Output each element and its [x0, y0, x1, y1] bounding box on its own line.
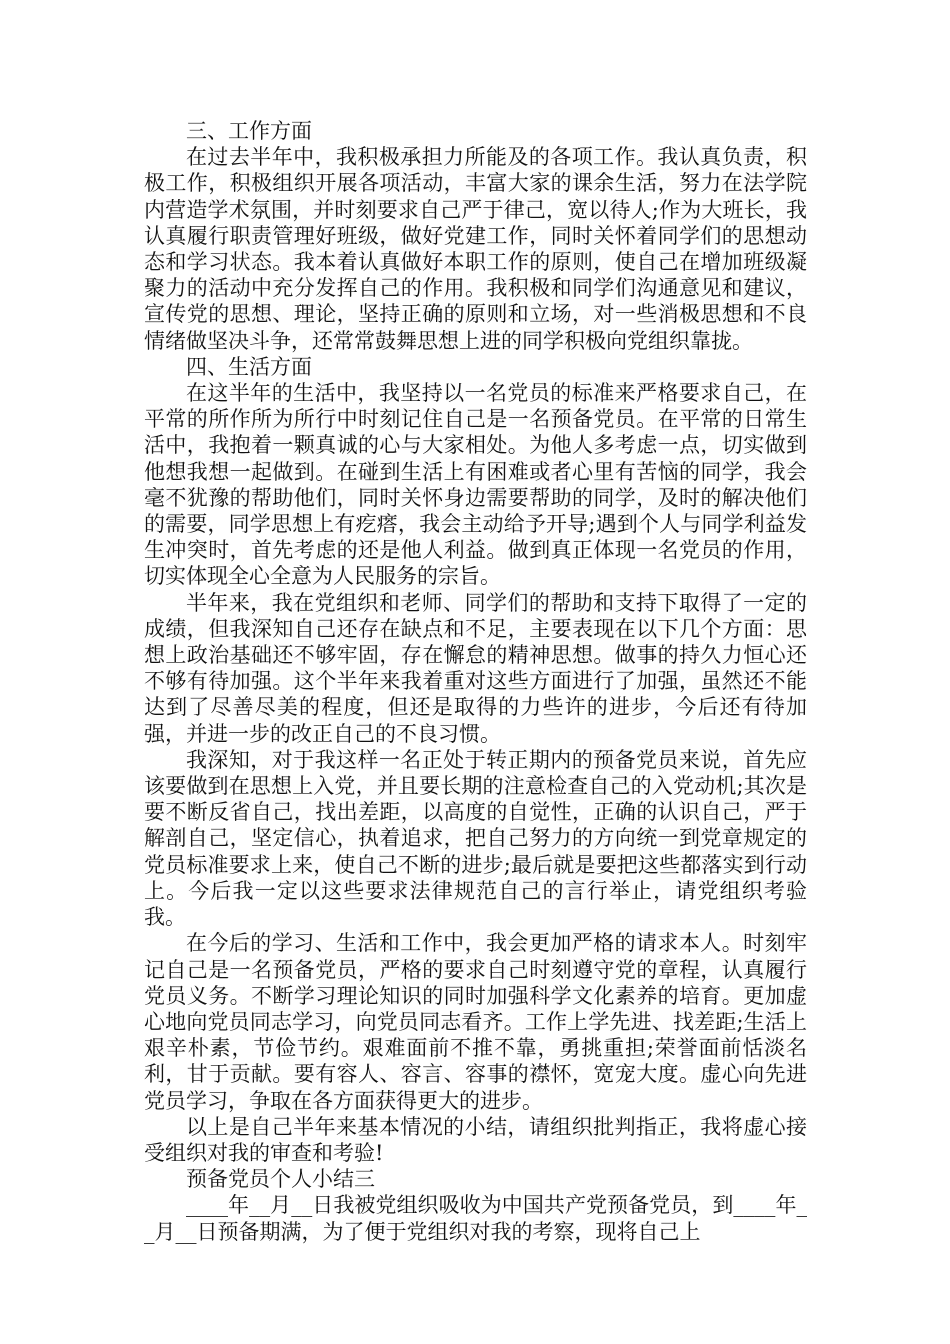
paragraph-reflection: 我深知，对于我这样一名正处于转正期内的预备党员来说，首先应该要做到在思想上入党，并且要长期的注意检查自己的入党动机;其次是要不断反省自己，找出差距，以高度的自觉性，正确的认识自己，严于解剖自己，坚定信心，执着追求，把自己努力的方向统一到党章规定的党员标准要求上来，使自己不断的进步;最后就是要把这些都落实到行动上。今后我一定以这些要求法律规范自己的言行举止，请党组织考验我。	[144, 747, 807, 930]
paragraph-future: 在今后的学习、生活和工作中，我会更加严格的请求本人。时刻牢记自己是一名预备党员，严格的要求自己时刻遵守党的章程，认真履行党员义务。不断学习理论知识的同时加强科学文化素养的培育。更加虚心地向党员同志学习，向党员同志看齐。工作上学先进、找差距;生活上艰辛朴素，节俭节约。艰难面前不推不靠，勇挑重担;荣誉面前恬淡名利，甘于贡献。要有容人、容言、容事的襟怀，宽宠大度。虚心向先进党员学习，争取在各方面获得更大的进步。	[144, 931, 807, 1113]
paragraph-life: 在这半年的生活中，我坚持以一名党员的标准来严格要求自己，在平常的所作所为所行中时刻记住自己是一名预备党员。在平常的日常生活中，我抱着一颗真诚的心与大家相处。为他人多考虑一点，切实做到他想我想一起做到。在碰到生活上有困难或者心里有苦恼的同学，我会毫不犹豫的帮助他们，同时关怀身边需要帮助的同学，及时的解决他们的需要，同学思想上有疙瘩，我会主动给予开导;遇到个人与同学利益发生冲突时，首先考虑的还是他人利益。做到真正体现一名党员的作用，切实体现全心全意为人民服务的宗旨。	[144, 381, 807, 589]
paragraph-closing: 以上是自己半年来基本情况的小结，请组织批判指正，我将虚心接受组织对我的审查和考验!	[144, 1114, 807, 1165]
summary-three-heading: 预备党员个人小结三	[186, 1167, 375, 1192]
section-heading-life: 四、生活方面	[186, 354, 312, 379]
paragraph-summary-three-intro: ____年__月__日我被党组织吸收为中国共产党预备党员，到____年__月__日预备期满，为了便于党组织对我的考察，现将自己上	[144, 1193, 807, 1244]
paragraph-shortcomings: 半年来，我在党组织和老师、同学们的帮助和支持下取得了一定的成绩，但我深知自己还存在缺点和不足，主要表现在以下几个方面：思想上政治基础还不够牢固，存在懈怠的精神思想。做事的持久力恒心还不够有待加强。这个半年来我着重对这些方面进行了加强，虽然还不能达到了尽善尽美的程度，但还是取得的力些许的进步，今后还有待加强，并进一步的改正自己的不良习惯。	[144, 590, 807, 746]
document-page	[144, 118, 807, 1245]
paragraph-work: 在过去半年中，我积极承担力所能及的各项工作。我认真负责，积极工作，积极组织开展各项活动，丰富大家的课余生活，努力在法学院内营造学术氛围，并时刻要求自己严于律己，宽以待人;作为大班长，我认真履行职责管理好班级，做好党建工作，同时关怀着同学们的思想动态和学习状态。我本着认真做好本职工作的原则，使自己在增加班级凝聚力的活动中充分发挥自己的作用。我积极和同学们沟通意见和建议，宣传党的思想、理论，坚持正确的原则和立场，对一些消极思想和不良情绪做坚决斗争，还常常鼓舞思想上进的同学积极向党组织靠拢。	[144, 145, 807, 353]
section-heading-work: 三、工作方面	[186, 119, 312, 143]
